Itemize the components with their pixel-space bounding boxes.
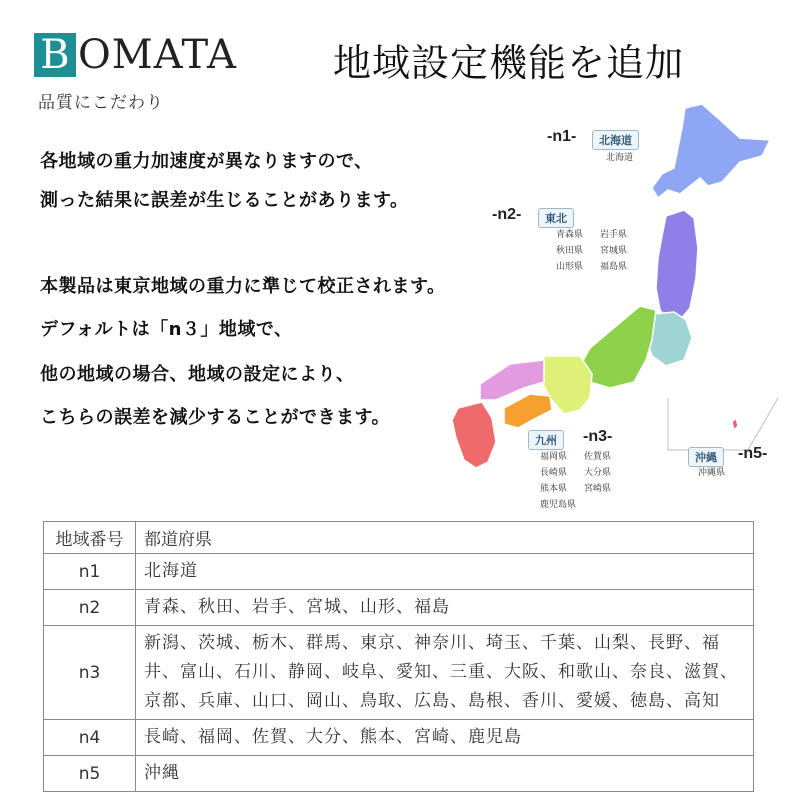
table-row bbox=[44, 756, 754, 792]
table-header-region-number: 地域番号 bbox=[44, 522, 136, 554]
pref-line: 北海道 bbox=[144, 561, 198, 581]
region-name-tohoku: 東北 bbox=[538, 208, 574, 228]
table-cell-prefectures bbox=[136, 626, 754, 720]
pref-hokkaido: 北海道 bbox=[606, 153, 634, 163]
pref-fukuoka: 福岡県 bbox=[540, 452, 568, 462]
body-text-line-6: こちらの誤差を減少することができます。 bbox=[40, 407, 391, 428]
table-cell-region-number: n1 bbox=[44, 554, 136, 590]
pref-line: 青森、秋田、岩手、宮城、山形、福島 bbox=[144, 597, 450, 617]
region-prefs-tohoku bbox=[556, 227, 646, 275]
region-prefs-okinawa bbox=[698, 465, 742, 481]
pref-iwate: 岩手県 bbox=[600, 230, 628, 240]
table-header-row bbox=[44, 522, 754, 554]
pref-line: 新潟、茨城、栃木、群馬、東京、神奈川、埼玉、千葉、山梨、長野、福 bbox=[144, 633, 720, 653]
pref-aomori: 青森県 bbox=[556, 230, 584, 240]
pref-line: 京都、兵庫、山口、岡山、鳥取、広島、島根、香川、愛媛、徳島、高知 bbox=[144, 691, 720, 711]
region-table bbox=[43, 521, 754, 792]
brand-logo bbox=[34, 33, 237, 77]
table-header-prefectures: 都道府県 bbox=[136, 522, 754, 554]
map-okinawa-inset-frame bbox=[668, 398, 778, 450]
pref-nagasaki: 長崎県 bbox=[540, 468, 568, 478]
pref-miyagi: 宮城県 bbox=[600, 246, 628, 256]
body-text-line-4: デフォルトは「n３」地域で、 bbox=[40, 319, 293, 340]
region-prefs-kyushu bbox=[540, 449, 630, 513]
region-code-n1: -n1- bbox=[547, 128, 577, 145]
region-name-okinawa: 沖縄 bbox=[688, 447, 724, 467]
body-text-line-3: 本製品は東京地域の重力に準じて校正されます。 bbox=[40, 276, 446, 297]
pref-kagoshima: 鹿児島県 bbox=[540, 500, 577, 510]
region-code-n5: -n5- bbox=[738, 445, 768, 462]
table-cell-prefectures bbox=[136, 720, 754, 756]
map-region-okinawa bbox=[732, 418, 738, 430]
brand-logo-initial: B bbox=[34, 33, 76, 77]
pref-fukushima: 福島県 bbox=[600, 262, 628, 272]
pref-okinawa: 沖縄県 bbox=[698, 468, 726, 478]
table-row bbox=[44, 590, 754, 626]
pref-kumamoto: 熊本県 bbox=[540, 484, 568, 494]
brand-tagline: 品質にこだわり bbox=[38, 93, 164, 113]
map-region-tohoku bbox=[656, 210, 698, 320]
map-region-shikoku bbox=[504, 394, 552, 428]
body-text-line-1: 各地域の重力加速度が異なりますので、 bbox=[40, 151, 373, 172]
pref-oita: 大分県 bbox=[584, 468, 612, 478]
map-region-hokkaido bbox=[652, 104, 770, 198]
body-text-line-5: 他の地域の場合、地域の設定により、 bbox=[40, 364, 355, 385]
region-code-n3: -n3- bbox=[583, 428, 613, 445]
table-row bbox=[44, 554, 754, 590]
pref-saga: 佐賀県 bbox=[584, 452, 612, 462]
page-title: 地域設定機能を追加 bbox=[333, 41, 685, 85]
table-cell-region-number: n5 bbox=[44, 756, 136, 792]
table-cell-region-number: n4 bbox=[44, 720, 136, 756]
table-cell-prefectures bbox=[136, 554, 754, 590]
region-prefs-hokkaido bbox=[606, 150, 650, 166]
table-cell-region-number: n3 bbox=[44, 626, 136, 720]
table-cell-region-number: n2 bbox=[44, 590, 136, 626]
region-name-kyushu: 九州 bbox=[528, 430, 564, 450]
region-code-n2: -n2- bbox=[492, 206, 522, 223]
table-row bbox=[44, 626, 754, 720]
pref-miyazaki: 宮崎県 bbox=[584, 484, 612, 494]
pref-line: 沖縄 bbox=[144, 763, 180, 783]
brand-logo-text: OMATA bbox=[78, 32, 237, 78]
table-row bbox=[44, 720, 754, 756]
pref-akita: 秋田県 bbox=[556, 246, 584, 256]
pref-yamagata: 山形県 bbox=[556, 262, 584, 272]
table-cell-prefectures bbox=[136, 590, 754, 626]
map-region-kyushu bbox=[452, 402, 496, 468]
body-text-line-2: 測った結果に誤差が生じることがあります。 bbox=[40, 190, 409, 211]
pref-line: 長崎、福岡、佐賀、大分、熊本、宮崎、鹿児島 bbox=[144, 727, 522, 747]
region-name-hokkaido: 北海道 bbox=[592, 130, 639, 150]
pref-line: 井、富山、石川、静岡、岐阜、愛知、三重、大阪、和歌山、奈良、滋賀、 bbox=[144, 662, 738, 682]
table-cell-prefectures bbox=[136, 756, 754, 792]
